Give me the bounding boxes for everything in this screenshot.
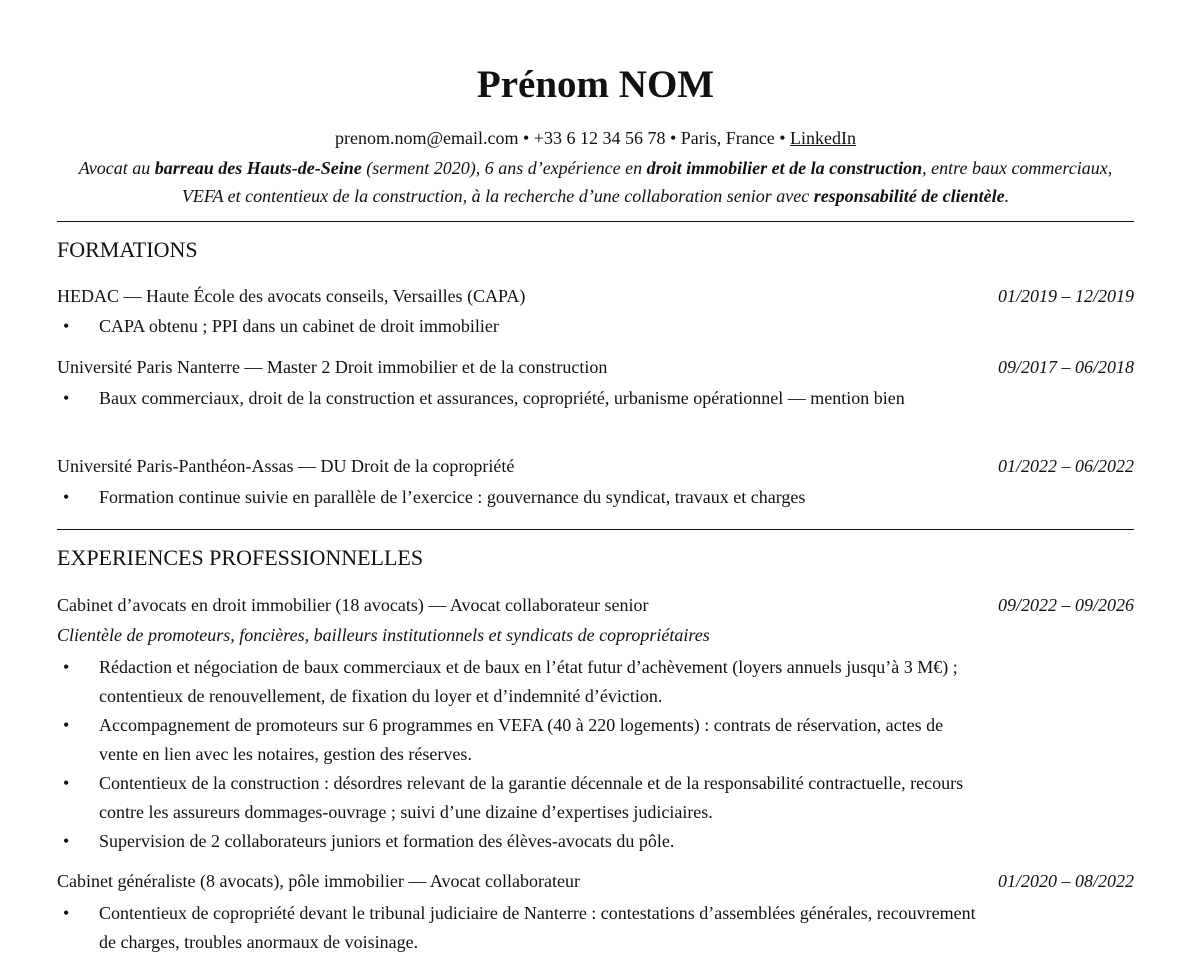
section-title-formations: FORMATIONS	[57, 237, 198, 262]
entry-title: HEDAC — Haute École des avocats conseils, Versailles (CAPA)	[57, 286, 526, 306]
list-item	[57, 827, 977, 856]
entry-dates: 09/2022 – 09/2026	[997, 595, 1134, 615]
contact-details: prenom.nom@email.com • +33 6 12 34 56 78 • Paris, France •	[334, 128, 791, 148]
bullet-text: Contentieux de copropriété devant le tribunal judiciaire de Nanterre : contestations d’assemblées générales, recouvrement de charges, troubles anormaux de voisinage.	[99, 903, 976, 952]
entry-bullets	[57, 483, 977, 512]
entry-title: Cabinet généraliste (8 avocats), pôle immobilier — Avocat collaborateur	[57, 871, 580, 891]
contact-line	[57, 126, 1134, 150]
bullet-text: Contentieux de la construction : désordres relevant de la garantie décennale et de la responsabilité contractuelle, recours contre les assureurs dommages-ouvrage ; suivi d’une dizaine d’expertises judiciaires.	[99, 773, 964, 822]
experience-entry-heading	[57, 869, 1134, 893]
list-item	[57, 384, 977, 413]
entry-title: Université Paris-Panthéon-Assas — DU Droit de la copropriété	[57, 456, 515, 476]
entry-bullets	[57, 899, 977, 957]
entry-title: Université Paris Nanterre — Master 2 Droit immobilier et de la construction	[57, 357, 608, 377]
bullet-text: Formation continue suivie en parallèle de l’exercice : gouvernance du syndicat, travaux et charges	[99, 487, 806, 507]
entry-dates: 01/2020 – 08/2022	[997, 871, 1134, 891]
list-item	[57, 711, 977, 769]
bullet-icon: •	[63, 903, 70, 923]
section-divider	[57, 529, 1134, 530]
list-item	[57, 769, 977, 827]
bullet-text: Supervision de 2 collaborateurs juniors et formation des élèves-avocats du pôle.	[99, 831, 675, 851]
summary-text: .	[1004, 186, 1010, 206]
summary-text: (serment 2020), 6 ans d’expérience en	[361, 158, 647, 178]
summary-text: , entre baux commerciaux, VEFA et contentieux de la construction, à la recherche d’une collaboration senior avec	[181, 158, 1113, 206]
bullet-icon: •	[63, 487, 70, 507]
bullet-text: Rédaction et négociation de baux commerciaux et de baux en l’état futur d’achèvement (loyers annuels jusqu’à 3 M€) ; contentieux de renouvellement, de fixation du loyer et d’indemnité d’éviction.	[99, 657, 958, 706]
entry-bullets	[57, 384, 977, 413]
candidate-name: Prénom NOM	[476, 63, 715, 106]
bullet-text: Baux commerciaux, droit de la construction et assurances, copropriété, urbanisme opérationnel — mention bien	[99, 388, 905, 408]
list-item	[57, 312, 977, 341]
education-entry-heading	[57, 284, 1134, 308]
bullet-icon: •	[63, 388, 70, 408]
linkedin-link[interactable]: LinkedIn	[790, 128, 857, 148]
experience-entry-heading	[57, 593, 1134, 617]
education-entry-heading	[57, 355, 1134, 379]
list-item	[57, 899, 977, 957]
entry-dates: 01/2022 – 06/2022	[997, 456, 1134, 476]
bullet-icon: •	[63, 316, 70, 336]
entry-subtitle: Clientèle de promoteurs, foncières, bailleurs institutionnels et syndicats de copropriétaires	[57, 625, 710, 645]
entry-title: Cabinet d’avocats en droit immobilier (18 avocats) — Avocat collaborateur senior	[57, 595, 649, 615]
bullet-icon: •	[63, 715, 70, 735]
summary-text: Avocat au	[78, 158, 155, 178]
summary-bold: barreau des Hauts-de-Seine	[154, 158, 362, 178]
summary-bold: droit immobilier et de la construction	[646, 158, 923, 178]
bullet-text: Accompagnement de promoteurs sur 6 programmes en VEFA (40 à 220 logements) : contrats de réservation, actes de vente en lien avec les notaires, gestion des réserves.	[99, 715, 944, 764]
bullet-icon: •	[63, 773, 70, 793]
entry-bullets	[57, 312, 977, 341]
profile-summary	[57, 154, 1134, 210]
summary-bold: responsabilité de clientèle	[813, 186, 1005, 206]
bullet-icon: •	[63, 831, 70, 851]
list-item	[57, 483, 977, 512]
bullet-text: CAPA obtenu ; PPI dans un cabinet de droit immobilier	[99, 316, 499, 336]
entry-bullets	[57, 653, 977, 856]
section-title-experiences: EXPERIENCES PROFESSIONNELLES	[57, 545, 424, 570]
entry-dates: 01/2019 – 12/2019	[997, 286, 1134, 306]
list-item	[57, 653, 977, 711]
education-entry-heading	[57, 454, 1134, 478]
entry-dates: 09/2017 – 06/2018	[997, 357, 1134, 377]
bullet-icon: •	[63, 657, 70, 677]
section-divider	[57, 221, 1134, 222]
